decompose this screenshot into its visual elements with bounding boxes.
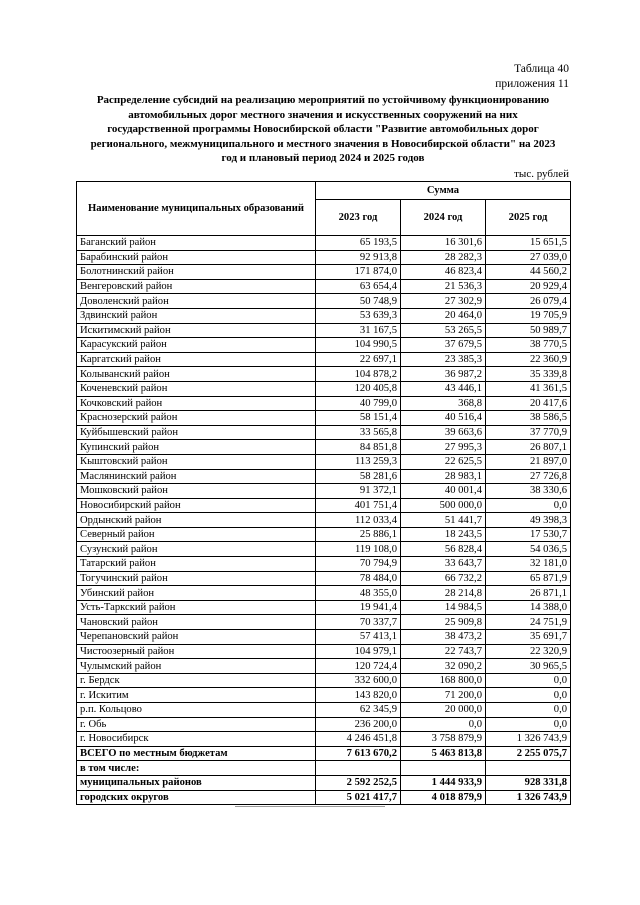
- municipality-name-cell: г. Бердск: [77, 673, 316, 688]
- municipality-name-cell: Доволенский район: [77, 294, 316, 309]
- table-row: [77, 586, 571, 601]
- table-row: [77, 381, 571, 396]
- table-row: [77, 294, 571, 309]
- amount-cell: 31 167,5: [316, 323, 401, 338]
- amount-cell: 104 878,2: [316, 367, 401, 382]
- amount-cell: 49 398,3: [486, 513, 571, 528]
- table-row: [77, 411, 571, 426]
- table-row: [77, 265, 571, 280]
- table-row: [77, 396, 571, 411]
- including-row: [77, 761, 571, 776]
- amount-cell: 0,0: [486, 673, 571, 688]
- amount-cell: 63 654,4: [316, 279, 401, 294]
- amount-cell: 18 243,5: [401, 527, 486, 542]
- amount-cell: 38 770,5: [486, 338, 571, 353]
- municipality-name-cell: Карасукский район: [77, 338, 316, 353]
- table-row: [77, 308, 571, 323]
- amount-cell: 20 929,4: [486, 279, 571, 294]
- municipality-name-cell: Каргатский район: [77, 352, 316, 367]
- amount-cell: 368,8: [401, 396, 486, 411]
- footer-divider: [235, 806, 385, 807]
- amount-cell: 22 320,9: [486, 644, 571, 659]
- amount-cell: 0,0: [486, 703, 571, 718]
- amount-cell: 3 758 879,9: [401, 732, 486, 747]
- municipality-name-cell: Колыванский район: [77, 367, 316, 382]
- amount-cell: 65 193,5: [316, 236, 401, 251]
- amount-cell: 22 697,1: [316, 352, 401, 367]
- table-row: [77, 527, 571, 542]
- amount-cell: 21 536,3: [401, 279, 486, 294]
- amount-cell: 19 941,4: [316, 600, 401, 615]
- amount-cell: 332 600,0: [316, 673, 401, 688]
- amount-cell: 112 033,4: [316, 513, 401, 528]
- amount-cell: 43 446,1: [401, 381, 486, 396]
- subsidy-table: [76, 181, 571, 805]
- table-body: [77, 236, 571, 805]
- amount-cell: 38 586,5: [486, 411, 571, 426]
- amount-cell: 23 385,3: [401, 352, 486, 367]
- amount-cell: 4 246 451,8: [316, 732, 401, 747]
- table-row: [77, 338, 571, 353]
- amount-cell: 46 823,4: [401, 265, 486, 280]
- amount-cell: 56 828,4: [401, 542, 486, 557]
- municipality-name-cell: г. Обь: [77, 717, 316, 732]
- year-2023-header: 2023 год: [316, 200, 401, 236]
- municipality-column-header: Наименование муниципальных образований: [77, 182, 316, 236]
- municipality-name-cell: Краснозерский район: [77, 411, 316, 426]
- table-row: [77, 484, 571, 499]
- amount-cell: 1 326 743,9: [486, 732, 571, 747]
- municipality-name-cell: Венгеровский район: [77, 279, 316, 294]
- amount-cell: 26 079,4: [486, 294, 571, 309]
- table-number: Таблица 40: [514, 63, 569, 75]
- municipality-name-cell: р.п. Кольцово: [77, 703, 316, 718]
- amount-cell: 53 265,5: [401, 323, 486, 338]
- amount-cell: 22 743,7: [401, 644, 486, 659]
- amount-cell: 33 643,7: [401, 557, 486, 572]
- municipality-name-cell: Чановский район: [77, 615, 316, 630]
- amount-cell: 928 331,8: [486, 775, 571, 790]
- amount-cell: 17 530,7: [486, 527, 571, 542]
- municipality-name-cell: Ордынский район: [77, 513, 316, 528]
- municipality-name-cell: Чистоозерный район: [77, 644, 316, 659]
- municipality-name-cell: Северный район: [77, 527, 316, 542]
- total-row: [77, 746, 571, 761]
- table-row: [77, 498, 571, 513]
- table-row: [77, 323, 571, 338]
- amount-cell: 120 724,4: [316, 659, 401, 674]
- amount-cell: 37 679,5: [401, 338, 486, 353]
- amount-cell: 48 355,0: [316, 586, 401, 601]
- municipality-name-cell: Болотнинский район: [77, 265, 316, 280]
- amount-cell: 40 001,4: [401, 484, 486, 499]
- amount-cell: 44 560,2: [486, 265, 571, 280]
- amount-cell: 143 820,0: [316, 688, 401, 703]
- amount-cell: 21 897,0: [486, 454, 571, 469]
- units-label: тыс. рублей: [514, 168, 569, 180]
- amount-cell: 28 214,8: [401, 586, 486, 601]
- amount-cell: 38 473,2: [401, 630, 486, 645]
- municipality-name-cell: г. Искитим: [77, 688, 316, 703]
- amount-cell: 35 691,7: [486, 630, 571, 645]
- year-2025-header: 2025 год: [486, 200, 571, 236]
- amount-cell: 5 463 813,8: [401, 746, 486, 761]
- amount-cell: 20 464,0: [401, 308, 486, 323]
- table-row: [77, 367, 571, 382]
- table-row: [77, 454, 571, 469]
- amount-cell: 113 259,3: [316, 454, 401, 469]
- amount-cell: 119 108,0: [316, 542, 401, 557]
- amount-cell: 4 018 879,9: [401, 790, 486, 805]
- amount-cell: 26 807,1: [486, 440, 571, 455]
- amount-cell: 500 000,0: [401, 498, 486, 513]
- amount-cell: 22 360,9: [486, 352, 571, 367]
- municipality-name-cell: Здвинский район: [77, 308, 316, 323]
- amount-cell: 401 751,4: [316, 498, 401, 513]
- municipality-name-cell: г. Новосибирск: [77, 732, 316, 747]
- municipality-name-cell: Тогучинский район: [77, 571, 316, 586]
- amount-cell: 104 990,5: [316, 338, 401, 353]
- table-row: [77, 600, 571, 615]
- amount-cell: 40 799,0: [316, 396, 401, 411]
- amount-cell: 120 405,8: [316, 381, 401, 396]
- document-title: [76, 93, 570, 166]
- amount-cell: 15 651,5: [486, 236, 571, 251]
- municipality-name-cell: Купинский район: [77, 440, 316, 455]
- table-row: [77, 469, 571, 484]
- municipality-name-cell: ВСЕГО по местным бюджетам: [77, 746, 316, 761]
- amount-cell: 36 987,2: [401, 367, 486, 382]
- table-row: [77, 250, 571, 265]
- amount-cell: 26 871,1: [486, 586, 571, 601]
- municipality-name-cell: Кыштовский район: [77, 454, 316, 469]
- municipality-name-cell: Сузунский район: [77, 542, 316, 557]
- amount-cell: 0,0: [486, 498, 571, 513]
- amount-cell: 27 726,8: [486, 469, 571, 484]
- amount-cell: 5 021 417,7: [316, 790, 401, 805]
- table-row: [77, 557, 571, 572]
- amount-cell: 41 361,5: [486, 381, 571, 396]
- amount-cell: 168 800,0: [401, 673, 486, 688]
- table-row: [77, 236, 571, 251]
- amount-cell: 2 592 252,5: [316, 775, 401, 790]
- amount-cell: 30 965,5: [486, 659, 571, 674]
- amount-cell: 25 886,1: [316, 527, 401, 542]
- sum-column-header: Сумма: [316, 182, 571, 200]
- table-row: [77, 717, 571, 732]
- municipality-name-cell: Убинский район: [77, 586, 316, 601]
- amount-cell: 1 444 933,9: [401, 775, 486, 790]
- amount-cell: 28 282,3: [401, 250, 486, 265]
- empty-cell: [316, 761, 401, 776]
- amount-cell: 27 302,9: [401, 294, 486, 309]
- amount-cell: 70 337,7: [316, 615, 401, 630]
- amount-cell: 70 794,9: [316, 557, 401, 572]
- amount-cell: 25 909,8: [401, 615, 486, 630]
- amount-cell: 33 565,8: [316, 425, 401, 440]
- appendix-number: приложения 11: [495, 78, 569, 90]
- amount-cell: 58 151,4: [316, 411, 401, 426]
- amount-cell: 57 413,1: [316, 630, 401, 645]
- amount-cell: 20 000,0: [401, 703, 486, 718]
- amount-cell: 0,0: [401, 717, 486, 732]
- table-row: [77, 615, 571, 630]
- amount-cell: 32 181,0: [486, 557, 571, 572]
- amount-cell: 14 984,5: [401, 600, 486, 615]
- table-row: [77, 703, 571, 718]
- municipality-name-cell: Барабинский район: [77, 250, 316, 265]
- municipality-name-cell: Куйбышевский район: [77, 425, 316, 440]
- amount-cell: 53 639,3: [316, 308, 401, 323]
- amount-cell: 0,0: [486, 717, 571, 732]
- table-row: [77, 571, 571, 586]
- table-row: [77, 630, 571, 645]
- table-row: [77, 279, 571, 294]
- municipality-name-cell: Мошковский район: [77, 484, 316, 499]
- municipality-name-cell: Черепановский район: [77, 630, 316, 645]
- empty-cell: [486, 761, 571, 776]
- amount-cell: 22 625,5: [401, 454, 486, 469]
- title-line: Распределение субсидий на реализацию мероприятий по устойчивому функционированию: [96, 94, 550, 106]
- table-row: [77, 425, 571, 440]
- subtotal-row: [77, 790, 571, 805]
- municipality-name-cell: Усть-Таркский район: [77, 600, 316, 615]
- table-row: [77, 542, 571, 557]
- title-line: государственной программы Новосибирской области "Развитие автомобильных дорог: [107, 123, 539, 136]
- title-line: год и плановый период 2024 и 2025 годов: [221, 152, 425, 165]
- amount-cell: 7 613 670,2: [316, 746, 401, 761]
- municipality-name-cell: городских округов: [77, 790, 316, 805]
- municipality-name-cell: Кочковский район: [77, 396, 316, 411]
- amount-cell: 32 090,2: [401, 659, 486, 674]
- amount-cell: 84 851,8: [316, 440, 401, 455]
- amount-cell: 37 770,9: [486, 425, 571, 440]
- amount-cell: 20 417,6: [486, 396, 571, 411]
- municipality-name-cell: Баганский район: [77, 236, 316, 251]
- amount-cell: 65 871,9: [486, 571, 571, 586]
- amount-cell: 51 441,7: [401, 513, 486, 528]
- amount-cell: 28 983,1: [401, 469, 486, 484]
- year-2024-header: 2024 год: [401, 200, 486, 236]
- amount-cell: 171 874,0: [316, 265, 401, 280]
- amount-cell: 62 345,9: [316, 703, 401, 718]
- municipality-name-cell: Маслянинский район: [77, 469, 316, 484]
- amount-cell: 66 732,2: [401, 571, 486, 586]
- amount-cell: 24 751,9: [486, 615, 571, 630]
- amount-cell: 54 036,5: [486, 542, 571, 557]
- amount-cell: 50 748,9: [316, 294, 401, 309]
- table-row: [77, 673, 571, 688]
- title-line: автомобильных дорог местного значения и искусственных сооружений на них: [128, 108, 518, 121]
- title-line: регионального, межмуниципального и местного значения в Новосибирской области" на 2023: [90, 137, 556, 150]
- table-row: [77, 732, 571, 747]
- municipality-name-cell: Татарский район: [77, 557, 316, 572]
- table-row: [77, 688, 571, 703]
- amount-cell: 14 388,0: [486, 600, 571, 615]
- municipality-name-cell: муниципальных районов: [77, 775, 316, 790]
- municipality-name-cell: Новосибирский район: [77, 498, 316, 513]
- subtotal-row: [77, 775, 571, 790]
- amount-cell: 104 979,1: [316, 644, 401, 659]
- amount-cell: 2 255 075,7: [486, 746, 571, 761]
- amount-cell: 27 995,3: [401, 440, 486, 455]
- amount-cell: 78 484,0: [316, 571, 401, 586]
- amount-cell: 40 516,4: [401, 411, 486, 426]
- amount-cell: 236 200,0: [316, 717, 401, 732]
- table-row: [77, 513, 571, 528]
- municipality-name-cell: Искитимский район: [77, 323, 316, 338]
- amount-cell: 19 705,9: [486, 308, 571, 323]
- amount-cell: 27 039,0: [486, 250, 571, 265]
- amount-cell: 91 372,1: [316, 484, 401, 499]
- amount-cell: 92 913,8: [316, 250, 401, 265]
- empty-cell: [401, 761, 486, 776]
- amount-cell: 71 200,0: [401, 688, 486, 703]
- amount-cell: 58 281,6: [316, 469, 401, 484]
- amount-cell: 35 339,8: [486, 367, 571, 382]
- table-row: [77, 659, 571, 674]
- amount-cell: 50 989,7: [486, 323, 571, 338]
- amount-cell: 39 663,6: [401, 425, 486, 440]
- amount-cell: 0,0: [486, 688, 571, 703]
- amount-cell: 16 301,6: [401, 236, 486, 251]
- amount-cell: 38 330,6: [486, 484, 571, 499]
- amount-cell: 1 326 743,9: [486, 790, 571, 805]
- municipality-name-cell: Коченевский район: [77, 381, 316, 396]
- municipality-name-cell: Чулымский район: [77, 659, 316, 674]
- including-label: в том числе:: [77, 761, 316, 776]
- table-row: [77, 644, 571, 659]
- table-row: [77, 352, 571, 367]
- table-row: [77, 440, 571, 455]
